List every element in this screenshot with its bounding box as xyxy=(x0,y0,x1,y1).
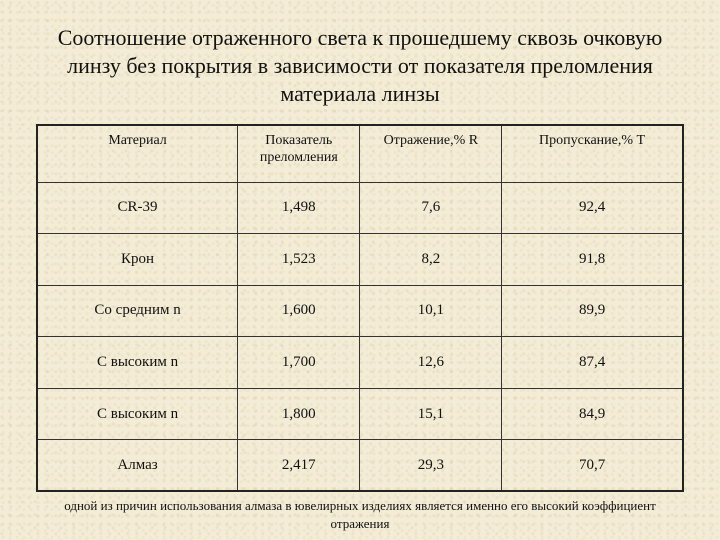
cell-reflection: 12,6 xyxy=(360,337,502,389)
cell-material: CR-39 xyxy=(38,182,238,234)
cell-material: Алмаз xyxy=(38,440,238,490)
table-row xyxy=(38,337,682,389)
cell-material: С высоким n xyxy=(38,337,238,389)
cell-index: 1,600 xyxy=(238,285,360,337)
refraction-table xyxy=(36,124,684,492)
cell-reflection: 7,6 xyxy=(360,182,502,234)
table-row xyxy=(38,440,682,490)
cell-index: 1,800 xyxy=(238,388,360,440)
table-row xyxy=(38,234,682,286)
cell-reflection: 15,1 xyxy=(360,388,502,440)
header-reflection: Отражение,% R xyxy=(360,126,502,182)
cell-material: Со средним n xyxy=(38,285,238,337)
cell-transmission: 87,4 xyxy=(502,337,682,389)
cell-reflection: 10,1 xyxy=(360,285,502,337)
footnote: одной из причин использования алмаза в ювелирных изделиях является именно его высокий коэффициент отражения xyxy=(64,498,656,531)
header-refractive-index: Показатель преломления xyxy=(238,126,360,182)
header-material: Материал xyxy=(38,126,238,182)
slide-title: Соотношение отраженного света к прошедшему сквозь очковую линзу без покрытия в зависимости от показателя преломления материала линзы xyxy=(57,25,663,106)
header-row xyxy=(38,126,682,182)
cell-index: 2,417 xyxy=(238,440,360,490)
cell-transmission: 70,7 xyxy=(578,456,606,473)
cell-transmission: 92,4 xyxy=(502,182,682,234)
table-row xyxy=(38,388,682,440)
cell-transmission: 84,9 xyxy=(502,388,682,440)
cell-index: 1,498 xyxy=(238,182,360,234)
cell-reflection: 29,3 xyxy=(360,440,502,490)
cell-index: 1,523 xyxy=(238,234,360,286)
cell-index: 1,700 xyxy=(238,337,360,389)
table-row xyxy=(38,182,682,234)
cell-reflection: 8,2 xyxy=(360,234,502,286)
cell-material: С высоким n xyxy=(38,388,238,440)
cell-material: Крон xyxy=(38,234,238,286)
cell-transmission: 89,9 xyxy=(502,285,682,337)
table-row xyxy=(38,285,682,337)
cell-transmission: 91,8 xyxy=(502,234,682,286)
data-table xyxy=(38,126,682,490)
header-transmission: Пропускание,% T xyxy=(502,126,682,182)
